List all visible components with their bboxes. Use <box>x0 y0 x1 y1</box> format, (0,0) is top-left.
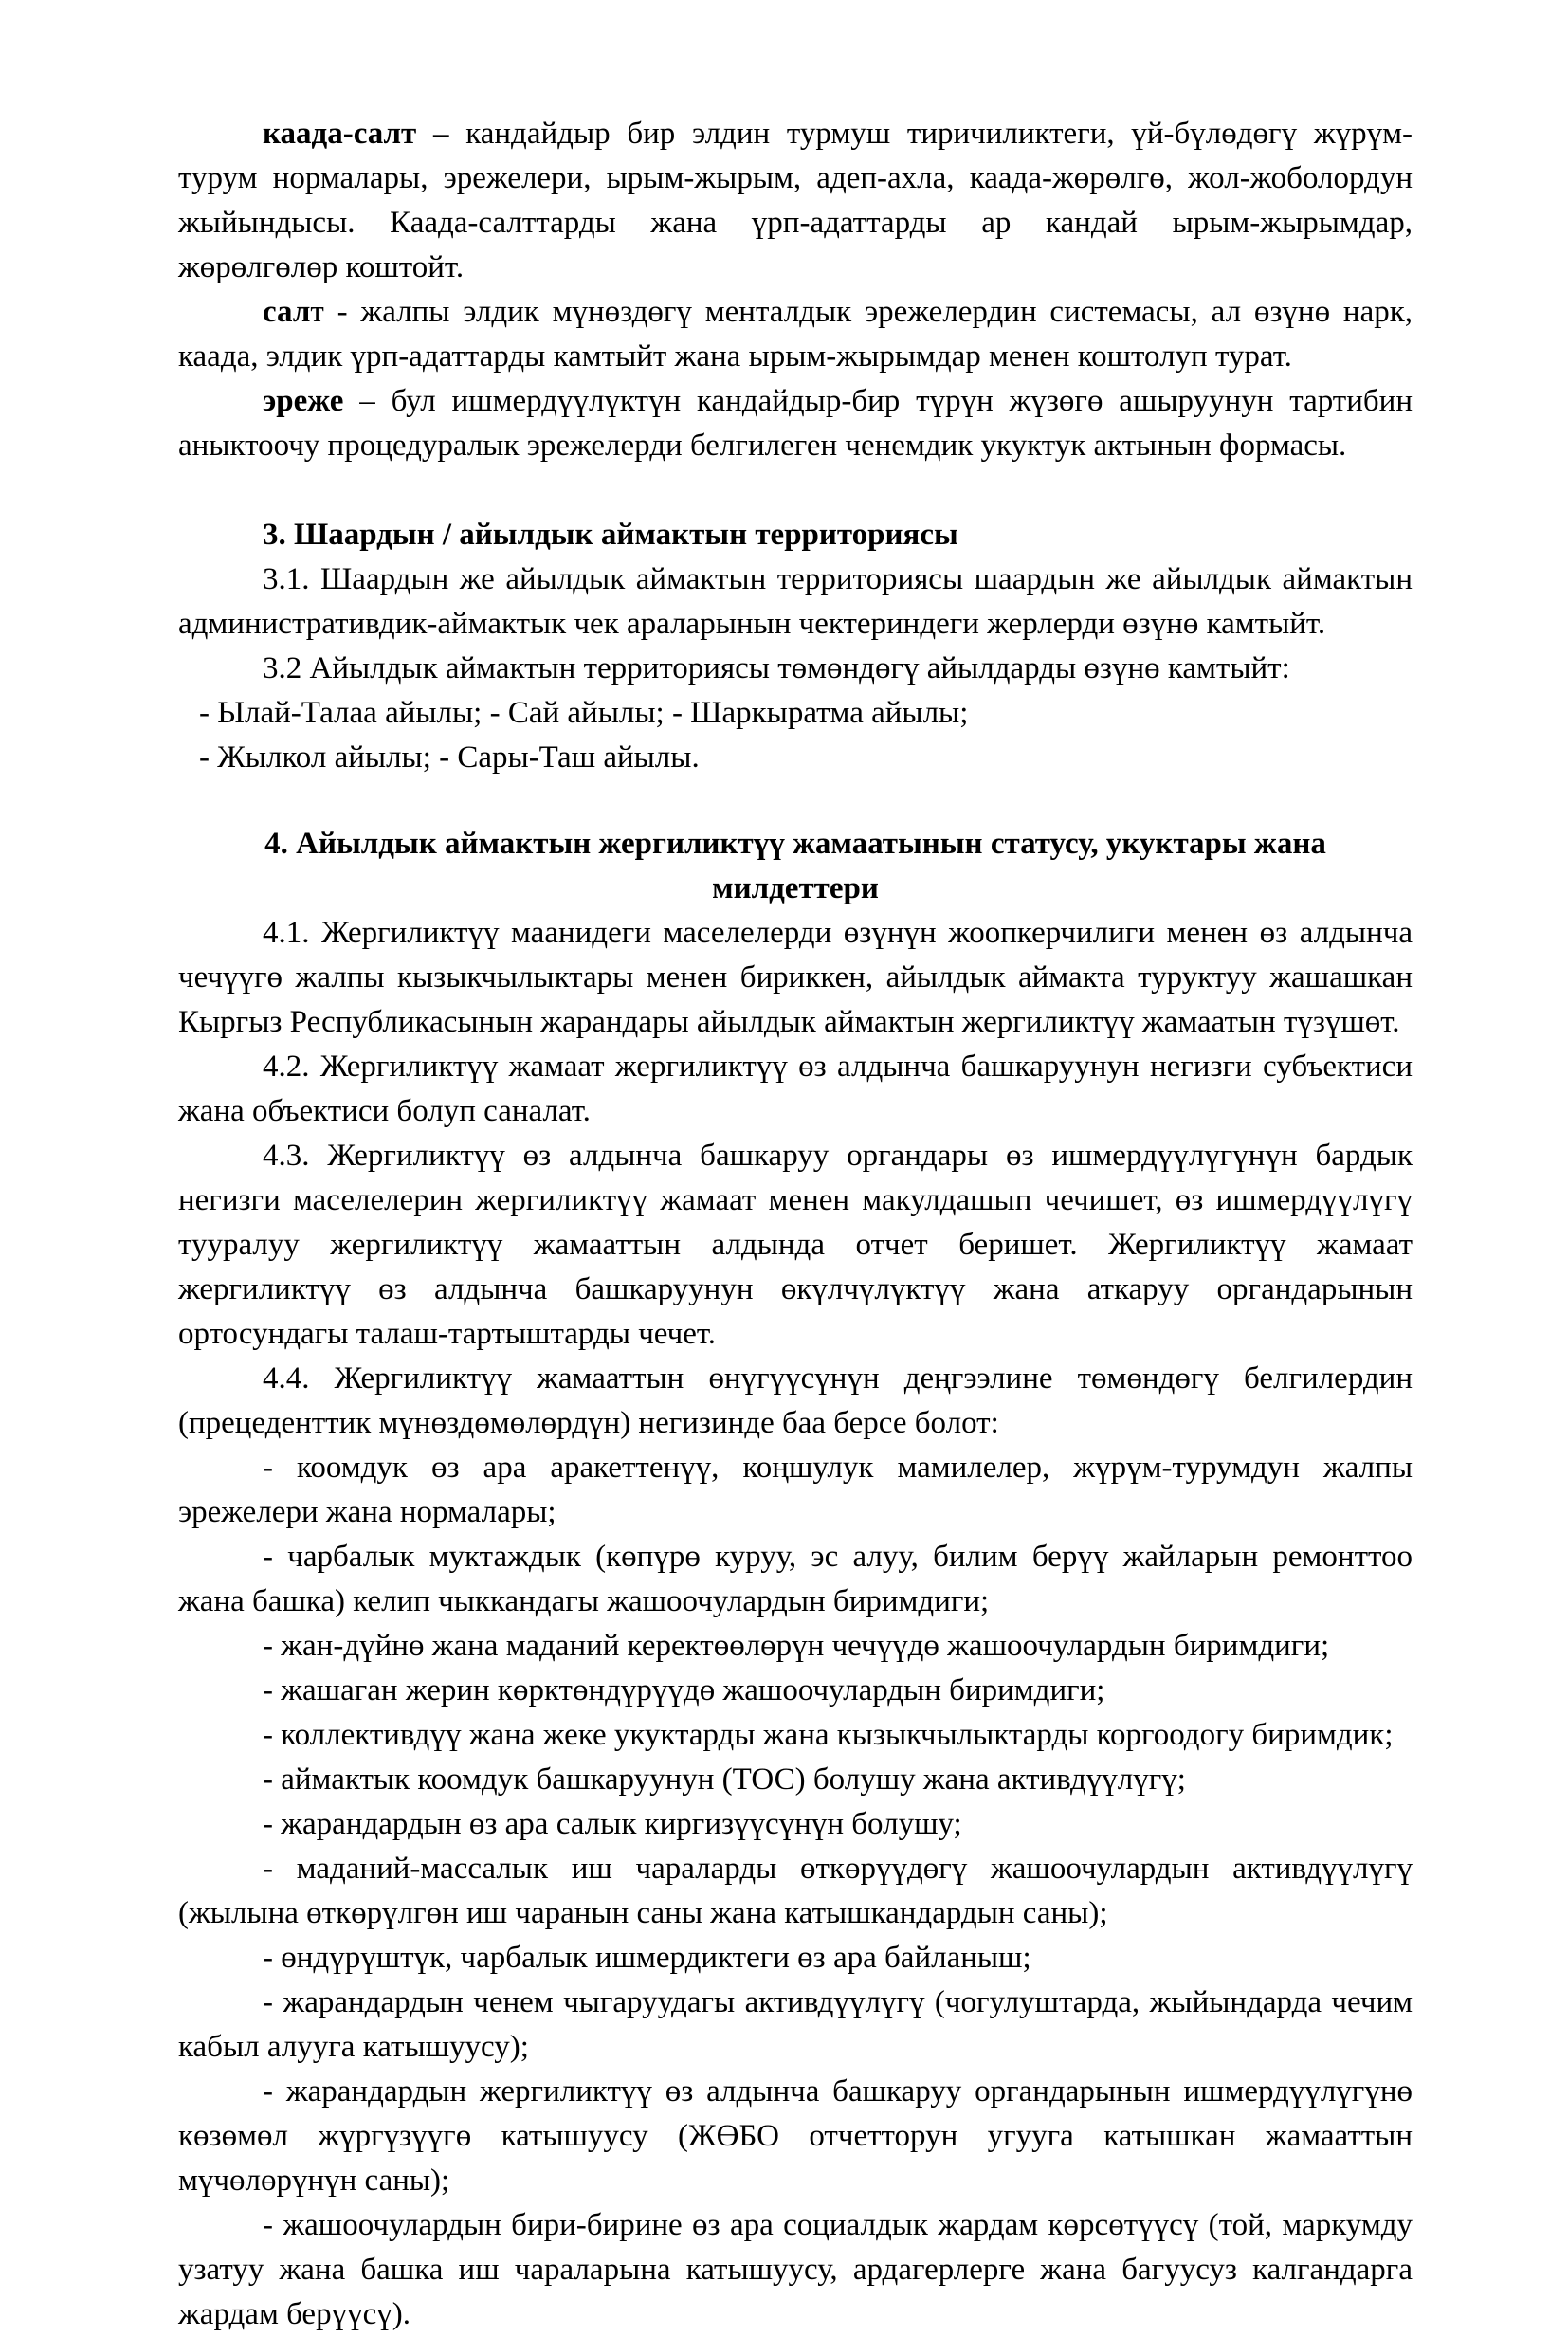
section-4-heading: 4. Айылдык аймактын жергиликтүү жамаатынын статусу, укуктары жана милдеттери <box>264 827 1326 905</box>
bullet-item: - коллективдүү жана жеке укуктарды жана кызыкчылыктарды коргоодогу биримдик; <box>263 1718 1394 1752</box>
bullet-item: - маданий-массалык иш чараларды өткөрүүдөгү жашоочулардын активдүүлүгү (жылына өткөрүлгөн иш чаранын саны жана катышкандардын саны); <box>178 1852 1413 1930</box>
bullet-item: - жарандардын ченем чыгаруудагы активдүүлүгү (чогулуштарда, жыйындарда чечим кабыл алууга катышуусу); <box>178 1985 1413 2064</box>
definition-salt <box>178 290 1413 379</box>
definition-kaada-salt <box>178 112 1413 290</box>
definition-term: сал <box>263 295 311 329</box>
village-list-line: - Ылай-Талаа айылы; - Сай айылы; - Шаркыратма айылы; <box>199 696 969 730</box>
clause-3-1: 3.1. Шаардын же айылдык аймактын территориясы шаардын же айылдык аймактын административдик-аймактык чек араларынын чектериндеги жерлерди өзүнө камтыйт. <box>178 562 1413 641</box>
bullet-item: - жарандардын жергиликтүү өз алдынча башкаруу органдарынын ишмердүүлүгүнө көзөмөл жүргүзүүгө катышуусу (ЖӨБО отчетторун угууга катышкан жамааттын мүчөлөрүнүн саны); <box>178 2074 1413 2198</box>
bullet-item: - жарандардын өз ара салык киргизүүсүнүн болушу; <box>263 1807 962 1841</box>
village-list-line: - Жылкол айылы; - Сары-Таш айылы. <box>199 740 700 775</box>
bullet-item: - жашаган жерин көрктөндүрүүдө жашоочулардын биримдиги; <box>263 1673 1105 1707</box>
bullet-item: - коомдук өз ара аракеттенүү, коңшулук мамилелер, жүрүм-турумдун жалпы эрежелери жана нормалары; <box>178 1451 1413 1529</box>
clause-4-3: 4.3. Жергиликтүү өз алдынча башкаруу органдары өз ишмердүүлүгүнүн бардык негизги маселелерин жергиликтүү жамаат менен макулдашып чечишет, өз ишмердүүлүгү тууралуу жергиликтүү жамааттын алдында отчет беришет. Жергиликтүү жамаат жергиликтүү өз алдынча башкаруунун өкүлчүлүктүү жана аткаруу органдарынын ортосундагы талаш-тартыштарды чечет. <box>178 1139 1413 1351</box>
bullet-item: - жан-дүйнө жана маданий керектөөлөрүн чечүүдө жашоочулардын биримдиги; <box>263 1629 1330 1663</box>
clause-4-4: 4.4. Жергиликтүү жамааттын өнүгүүсүнүн деңгээлине төмөндөгү белгилердин (прецеденттик мүнөздөмөлөрдүн) негизинде баа берсе болот: <box>178 1361 1413 1440</box>
definition-ereje <box>178 379 1413 468</box>
clause-4-1: 4.1. Жергиликтүү маанидеги маселелерди өзүнүн жоопкерчилиги менен өз алдынча чечүүгө жалпы кызыкчылыктары менен бириккен, айылдык аймакта туруктуу жашашкан Кыргыз Республикасынын жарандары айылдык аймактын жергиликтүү жамаатын түзүшөт. <box>178 916 1413 1039</box>
bullet-item: - өндүрүштүк, чарбалык ишмердиктеги өз ара байланыш; <box>263 1941 1031 1975</box>
clause-4-2: 4.2. Жергиликтүү жамаат жергиликтүү өз алдынча башкаруунун негизги субъектиси жана объектиси болуп саналат. <box>178 1050 1413 1128</box>
bullet-item: - аймактык коомдук башкаруунун (ТОС) болушу жана активдүүлүгү; <box>263 1762 1186 1797</box>
bullet-item: - жашоочулардын бири-бирине өз ара социалдык жардам көрсөтүүсү (той, маркумду узатуу жана башка иш чараларына катышуусу, ардагерлерге жана багуусуз калгандарга жардам берүүсү). <box>178 2208 1413 2331</box>
definition-body: – кандайдыр бир элдин турмуш тиричиликтеги, үй-бүлөдөгү жүрүм-турум нормалары, эрежелери, ырым-жырым, адеп-ахла, каада-жөрөлгө, жол-жоболордун жыйындысы. Каада-салттарды жана үрп-адаттарды ар кандай ырым-жырымдар, жөрөлгөлөр коштойт. <box>178 117 1413 284</box>
definition-term: эреже <box>263 384 344 418</box>
definition-term: каада-салт <box>263 117 417 151</box>
section-3-heading: 3. Шаардын / айылдык аймактын территориясы <box>263 518 958 552</box>
definition-body: – бул ишмердүүлүктүн кандайдыр-бир түрүн жүзөгө ашыруунун тартибин аныктоочу процедуралык эрежелерди белгилеген ченемдик укуктук актынын формасы. <box>178 384 1413 463</box>
definition-body: т - жалпы элдик мүнөздөгү менталдык эрежелердин системасы, ал өзүнө нарк, каада, элдик үрп-адаттарды камтыйт жана ырым-жырымдар менен коштолуп турат. <box>178 295 1413 374</box>
bullet-item: - чарбалык муктаждык (көпүрө куруу, эс алуу, билим берүү жайларын ремонттоо жана башка) келип чыккандагы жашоочулардын биримдиги; <box>178 1540 1413 1618</box>
clause-3-2: 3.2 Айылдык аймактын территориясы төмөндөгү айылдарды өзүнө камтыйт: <box>263 651 1290 685</box>
